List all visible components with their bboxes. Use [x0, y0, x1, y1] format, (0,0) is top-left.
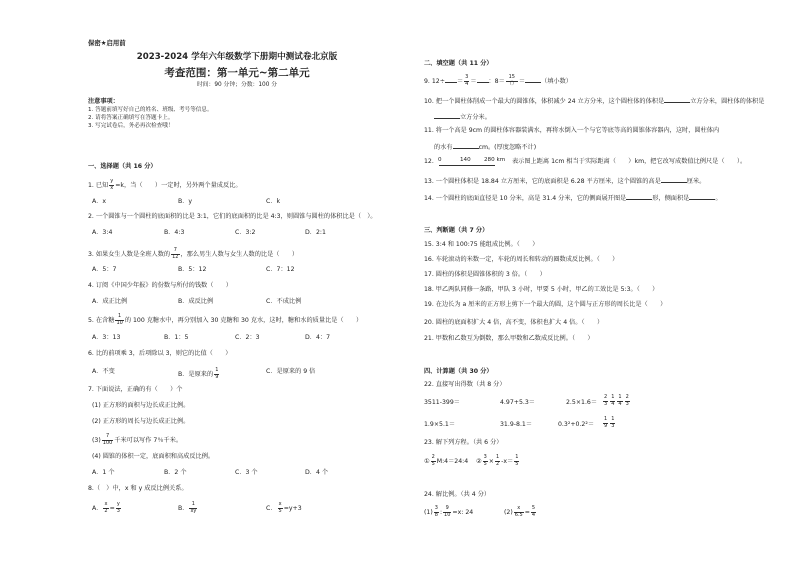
question-6: 6. 比的前项乘 3，后项除以 3，则它的比值（ ） [88, 350, 232, 357]
q9-pre: 9. 12÷ [424, 78, 445, 85]
fraction: $\frac{1}{9}$ [215, 367, 219, 380]
calc-item [602, 417, 616, 429]
fraction: $\frac{1}{3}$ [611, 416, 615, 429]
fraction: $\frac{9}{10}$ [444, 505, 451, 518]
q9-eq: ＝ [470, 78, 477, 85]
option[interactable]: A．成正比例 [92, 298, 128, 305]
option[interactable]: A．5：7 [92, 266, 117, 273]
option[interactable]: C．不成比例 [266, 298, 302, 305]
answer-blank[interactable] [626, 193, 652, 200]
fraction: $\frac{7}{100}$ [102, 433, 113, 446]
fraction: $\frac{2}{3}$ [604, 394, 608, 407]
question-9 [424, 75, 572, 87]
calc-item [602, 395, 631, 407]
confidential-mark: 保密★启用前 [88, 39, 126, 47]
q3-pre: 3. 如果女生人数是全班人数的 [88, 251, 171, 258]
judge-item: 20. 圆柱的底面积扩大 4 倍，高不变，体积也扩大 4 倍。（ ） [424, 319, 604, 326]
question-1 [88, 179, 242, 191]
judge-item: 18. 甲乙两队同修一条路，甲队 3 小时，甲要 5 小时，甲乙的工效比是 5:3。（ ） [424, 286, 659, 293]
proportion [424, 506, 473, 518]
question-22: 22. 直接写出得数（共 8 分） [424, 381, 506, 388]
option[interactable]: A．x [92, 198, 107, 205]
answer-blank[interactable] [453, 142, 479, 149]
fraction: $\frac{3}{4}$ [465, 74, 469, 87]
option[interactable]: C．7：12 [266, 266, 295, 273]
fraction: $\frac{3}{8}$ [434, 505, 438, 518]
answer-blank[interactable] [445, 76, 457, 83]
answer-blank[interactable] [477, 76, 489, 83]
fraction: $\frac{1}{xy}$ [190, 501, 197, 514]
statement [92, 434, 182, 446]
equation-number: ① [424, 458, 430, 465]
scale-label: 140 [460, 157, 471, 163]
answer-blank[interactable] [661, 176, 687, 183]
q14-text: 形，侧面积是 [652, 195, 690, 202]
notes-heading: 注意事项： [88, 98, 119, 105]
fraction: $\frac{15}{()}$ [506, 74, 517, 87]
option[interactable]: D．2:1 [305, 229, 326, 236]
calc-item: 3511-399＝ [424, 399, 460, 406]
q3-post: ，那么男生人数与女生人数的比是（ ） [180, 251, 299, 258]
q5-pre: 5. 在含糖 [88, 317, 115, 324]
fraction: $\frac{1}{2}$ [495, 454, 500, 467]
q10-text: 立方分米，圆柱体的体积是 [690, 98, 765, 105]
calc-item: 1.9×5.1＝ [424, 421, 456, 428]
question-4: 4. 订阅《中国少年报》的份数与所付的钱数（ ） [88, 282, 232, 289]
exam-title: 2023-2024 学年六年级数学下册期中测试卷北京版 [136, 52, 338, 62]
option[interactable]: D．4：7 [305, 334, 331, 341]
fraction: $\frac{1}{9}$ [604, 416, 608, 429]
fraction: $\frac{1}{10}$ [116, 313, 123, 326]
judge-item: 16. 车轮滚动的米数一定，车轮的周长和转动的圈数成反比例。（ ） [424, 256, 619, 263]
calc-item: 0.3²+0.2²＝ [558, 421, 595, 428]
fraction: $\frac{y}{x}$ [110, 178, 114, 191]
q10-text: 立方分米。 [460, 114, 491, 121]
option[interactable]: B．5：12 [178, 266, 207, 273]
option[interactable] [178, 502, 198, 514]
q10-text: 10. 把一个圆柱体削成一个最大的圆锥体，体积减少 24 立方分米，这个圆柱体的体积是 [424, 98, 665, 105]
equation-text: M:4＝24:4 [436, 458, 469, 465]
option[interactable] [178, 368, 220, 380]
answer-blank[interactable] [664, 96, 690, 103]
fraction: $\frac{7}{12}$ [172, 247, 179, 260]
judge-item: 17. 圆柱的体积是圆锥体积的 3 倍。（ ） [424, 271, 546, 278]
statement-number: (3) [92, 437, 101, 444]
option[interactable]: B．成反比例 [178, 298, 214, 305]
section-calc-heading: 四、计算题（共 30 分） [424, 368, 493, 375]
proportion-number: (2) [504, 509, 513, 516]
statement: (1) 正方形的面积与边长成正比例。 [92, 402, 190, 409]
question-12-number: 12. [424, 158, 434, 165]
statement: (4) 圆锥的体积一定，底面积和高成反比例。 [92, 453, 215, 460]
option[interactable]: B．2 个 [164, 469, 187, 476]
note-item: 1. 答题前填写好自己的姓名、班级、考号等信息。 [88, 107, 213, 113]
answer-blank[interactable] [525, 76, 541, 83]
q5-post: 的 100 克糖水中，再分别加入 30 克糖和 30 克水，这时，糖和水的质量比是（ ） [124, 317, 363, 324]
fraction: $\frac{5}{4}$ [531, 505, 536, 518]
answer-blank[interactable] [689, 193, 715, 200]
line-scale [438, 157, 510, 167]
option[interactable]: A．3:4 [92, 229, 113, 236]
question-10-cont [434, 112, 491, 121]
fraction: $\frac{x}{5}$ [278, 501, 282, 514]
judge-item: 19. 在边长为 a 厘米的正方形上剪下一个最大的圆，这个圆与正方形的周长比是（ ） [424, 301, 667, 308]
note-item: 2. 请将答案正确填写在答题卡上。 [88, 115, 174, 121]
scale-label: 0 [438, 157, 442, 163]
question-13 [424, 176, 705, 185]
option[interactable]: B．4:3 [164, 229, 185, 236]
proportion [504, 506, 537, 518]
question-8: 8.（ ）中，x 和 y 成反比例关系。 [88, 485, 188, 492]
fraction: $\frac{x}{6.5}$ [514, 505, 523, 518]
calc-item: 2.5×1.6＝ [566, 399, 598, 406]
option-label: A． [92, 505, 103, 512]
q9-post: （填小数） [541, 78, 572, 85]
question-2: 2. 一个圆锥与一个圆柱的底面积的比是 3:1，它们的底面积的比是 4:3，则圆锥与圆柱的体积比是（ ）。 [88, 213, 377, 220]
option[interactable]: B．1：5 [164, 334, 189, 341]
proportion-op: = [524, 509, 530, 516]
fraction: $\frac{1}{4}$ [618, 394, 622, 407]
q14-text: 14. 一个圆柱的底面直径是 10 分米，高是 31.4 分米，它的侧面展开图是 [424, 195, 627, 202]
question-24: 24. 解比例。（共 4 分） [424, 491, 491, 498]
scale-bar [439, 165, 495, 166]
proportion-number: (1) [424, 509, 433, 516]
proportion-op: : [439, 509, 443, 516]
q9-eq: ＝ [518, 78, 526, 85]
question-11-cont [434, 142, 536, 151]
statement: (2) 正方形的周长与边长成正比例。 [92, 418, 190, 425]
question-14 [424, 193, 722, 202]
q13-text: 厘米。 [686, 178, 706, 185]
option-label: C． [266, 505, 277, 512]
option[interactable]: C．k [266, 198, 281, 205]
fraction: $\frac{x}{2}$ [104, 501, 108, 514]
note-item: 3. 写完试卷后，务必再次检查哦！ [88, 123, 174, 129]
option[interactable]: B．y [178, 198, 193, 205]
question-10 [424, 96, 764, 105]
question-23: 23. 解下列方程。（共 6 分） [424, 439, 503, 446]
equation [424, 455, 468, 467]
judge-item: 21. 甲数和乙数互为倒数，那么甲数和乙数成反比例。（ ） [424, 335, 594, 342]
fraction: $\frac{2}{3}$ [625, 394, 629, 407]
question-3 [88, 248, 298, 260]
option[interactable]: C．3 个 [235, 469, 258, 476]
equation-op: × [488, 458, 494, 465]
statement-text: 千米可以写作 7％千米。 [114, 437, 183, 444]
fraction: $\frac{1}{5}$ [515, 454, 519, 467]
fraction: $\frac{1}{4}$ [611, 394, 615, 407]
judge-item: 15. 3:4 和 100:75 能组成比例。（ ） [424, 241, 539, 248]
equals-sign: = [109, 505, 115, 512]
calc-item: 4.97+5.3＝ [500, 399, 535, 406]
option[interactable]: A．3：13 [92, 334, 121, 341]
section-fill-heading: 二、填空题（共 11 分） [424, 60, 493, 67]
option[interactable]: C．是原来的 9 倍 [266, 368, 316, 375]
q13-text: 13. 一个圆柱体积是 18.84 立方厘米，它的底面积是 6.28 平方厘米，这个圆锥的高是 [424, 178, 661, 185]
option[interactable]: C．2：3 [235, 334, 260, 341]
q11-text: cm。(厚度忽略不计) [478, 144, 537, 151]
section-judge-heading: 三、判断题（共 7 分） [424, 227, 489, 234]
fraction: $\frac{3}{5}$ [483, 454, 487, 467]
scale-label: 280 km [484, 157, 506, 163]
fraction: $\frac{y}{3}$ [116, 501, 120, 514]
option[interactable]: A．不变 [92, 368, 115, 375]
question-12-text: 表示图上距离 1cm 相当于实际距离（ ）km，把它改写成数值比例尺是（ ）。 [512, 158, 747, 165]
equation-text: -x＝ [501, 458, 514, 465]
q9-ratio: ：8＝ [488, 78, 505, 85]
q1-post: =k，当（ ）一定时，另外两个量成反比。 [115, 182, 242, 189]
q14-text: 。 [715, 195, 722, 202]
question-11: 11. 将一个高是 9cm 的圆柱体容器装满水，再将水倒入一个与它等底等高的圆锥体容器内，这时，圆柱体内 [424, 127, 720, 134]
proportion-text: =x: 24 [452, 509, 474, 516]
q9-eq: ＝ [456, 78, 464, 85]
answer-blank[interactable] [434, 112, 460, 119]
section-choice-heading: 一、选择题（共 16 分） [88, 163, 157, 170]
q1-pre: 1. 已知 [88, 182, 109, 189]
time-info: 时间：90 分钟；分数：100 分 [196, 82, 278, 88]
q11-text: 的水有 [434, 144, 453, 151]
exam-scope: 考查范围：第一单元~第二单元 [164, 67, 310, 79]
option[interactable]: A．1 个 [92, 469, 115, 476]
equation-number: ② [476, 458, 482, 465]
option[interactable] [92, 502, 122, 514]
question-5 [88, 314, 362, 326]
question-7: 7. 下面说法，正确的有（ ）个 [88, 386, 183, 393]
option-label: B．是原来的 [178, 371, 214, 378]
calc-item: 31.9-8.1＝ [500, 421, 533, 428]
option[interactable]: D．4 个 [305, 469, 329, 476]
option-tail: =y+3 [283, 505, 302, 512]
option[interactable]: C．3:2 [235, 229, 256, 236]
fraction: $\frac{2}{5}$ [431, 454, 435, 467]
option[interactable] [266, 502, 302, 514]
equation [476, 455, 520, 467]
option-label: B． [178, 505, 189, 512]
